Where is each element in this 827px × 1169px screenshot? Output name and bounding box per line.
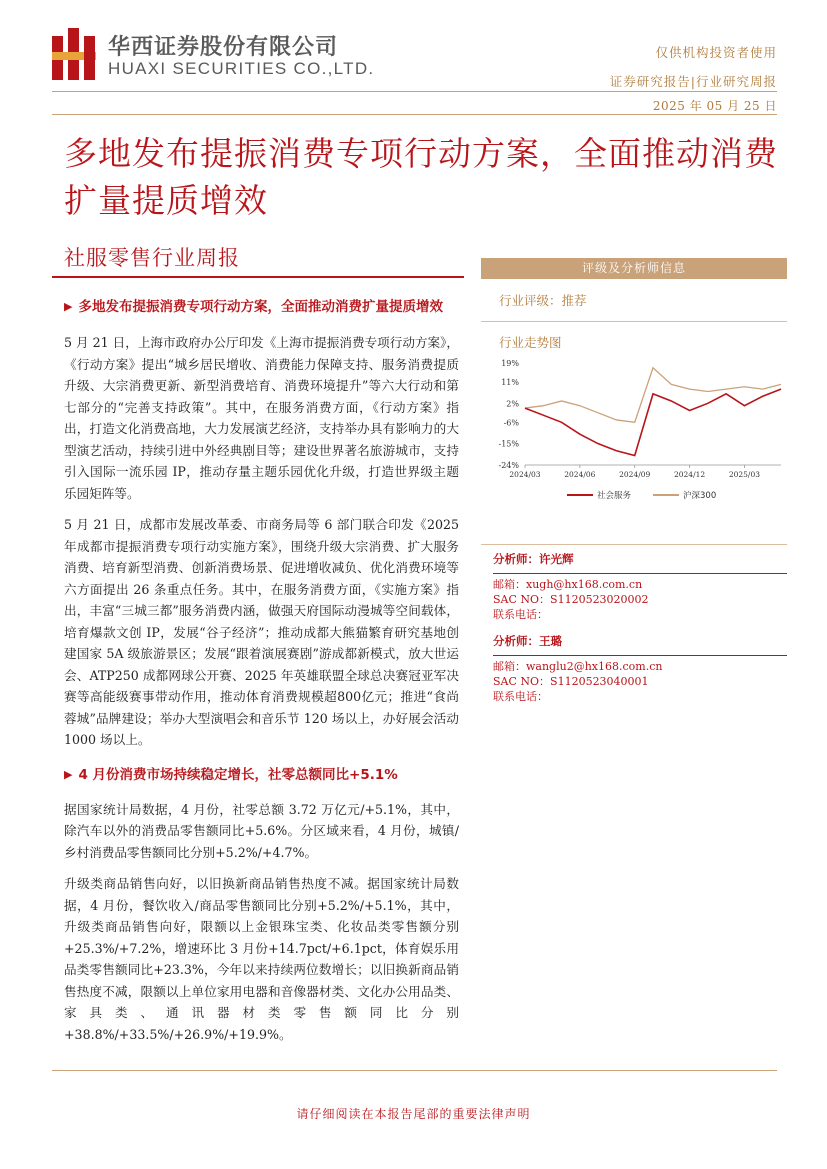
report-body — [64, 295, 459, 1045]
y-tick-label: 2% — [506, 399, 519, 409]
x-tick-label: 2024/03 — [509, 470, 541, 479]
subtitle-underline — [52, 276, 464, 278]
industry-trend-chart — [481, 355, 787, 540]
legal-disclaimer-note: 请仔细阅读在本报告尾部的重要法律声明 — [296, 1107, 531, 1121]
analyst-email: 邮箱：xugh@hx168.com.cn — [493, 578, 643, 591]
industry-rating: 行业评级：推荐 — [499, 293, 587, 308]
company-logo — [52, 28, 382, 82]
audience-note: 仅供机构投资者使用 — [655, 45, 777, 60]
body-paragraph: 5 月 21 日，成都市发展改革委、市商务局等 6 部门联合印发《2025 年成都市提振消费专项行动实施方案》，围绕升级大宗消费、扩大服务消费、培育新型消费、创新消费场景、促进增收减负、优化消费环境等六方面提出 26 条重点任务。其中，在服务消费方面，《实施方案》指出，丰富“三城三都”服务消费内涵，做强天府国际动漫城等空间载体，培育爆款文创 IP，发展“谷子经济”；推动成都大熊猫繁育研究基地创建国家 5A 级旅游景区；发展“跟着演展赛剧”游成都新模式，放大世运会、ATP250 成都网球公开赛、2025 年英雄联盟全球总决赛冠亚军决赛等高能级赛事带动作用，推动体育消费规模超800亿元；推进“食尚蓉城”品牌建设；举办大型演唱会和音乐节 120 场以上，办好展会活动 1000 场以上。 — [64, 517, 459, 747]
analyst-sac: SAC NO：S1120523040001 — [493, 675, 649, 688]
triangle-bullet-icon: ▶ — [64, 300, 73, 313]
trend-chart-title: 行业走势图 — [499, 335, 562, 350]
analyst-name: 分析师：许光辉 — [493, 552, 574, 566]
analyst-sac: SAC NO：S1120523020002 — [493, 593, 649, 606]
y-tick-label: 11% — [501, 377, 519, 387]
y-tick-label: -6% — [503, 418, 519, 428]
analyst-phone: 联系电话： — [493, 690, 548, 703]
report-category: 证券研究报告|行业研究周报 — [609, 74, 777, 89]
series-line-social-services — [525, 389, 781, 455]
report-subtitle: 社服零售行业周报 — [64, 246, 240, 270]
analyst-divider — [493, 655, 787, 656]
analyst-divider — [493, 573, 787, 574]
body-paragraph: 5 月 21 日，上海市政府办公厅印发《上海市提振消费专项行动方案》，《行动方案》提出“城乡居民增收、消费能力保障支持、服务消费提质升级、大宗消费更新、新型消费培育、消费环境提升”等六大行动和第七部分的“完善支持政策”。其中，在服务消费方面，《行动方案》指出，打造文化消费高地，大力发展演艺经济，支持举办具有影响力的大型演艺活动，持续引进中外经典剧目等；建设世界著名旅游城市，支持引入国际一流乐园 IP，推动存量主题乐园优化升级，打造世界级主题乐园矩阵等。 — [64, 335, 459, 501]
report-date: 2025 年 05 月 25 日 — [652, 99, 777, 113]
x-tick-label: 2025/03 — [728, 470, 761, 479]
y-tick-label: -15% — [498, 439, 519, 449]
section-heading — [64, 763, 459, 787]
analyst-card — [493, 633, 787, 704]
analyst-card — [493, 551, 787, 622]
x-tick-label: 2024/12 — [673, 470, 706, 479]
y-tick-label: 19% — [501, 359, 519, 368]
analyst-name: 分析师：王璐 — [493, 634, 562, 648]
panel-divider — [481, 321, 787, 322]
section-heading — [64, 295, 459, 319]
body-paragraph: 据国家统计局数据，4 月份，社零总额 3.72 万亿元/+5.1%，其中，除汽车以外的消费品零售额同比+5.6%。分区域来看，4 月份，城镇/乡村消费品零售额同比分别+5.2%/+4.7%。 — [64, 801, 459, 860]
huaxi-logo-icon — [52, 28, 96, 80]
legend-label: 沪深300 — [683, 491, 717, 501]
company-name-en: HUAXI SECURITIES CO.,LTD. — [108, 59, 375, 78]
header-divider — [52, 114, 777, 115]
y-tick-label: -24% — [498, 461, 519, 470]
company-name-cn: 华西证券股份有限公司 — [108, 35, 339, 60]
body-paragraph: 升级类商品销售向好，以旧换新商品销售热度不减。据国家统计局数据，4 月份，餐饮收入/商品零售额同比分别+5.2%/+5.1%，其中，升级类商品销售向好，限额以上金银珠宝类、化妆品类零售额分别+25.3%/+7.2%，增速环比 3 月份+14.7pct/+6.1pct，体育娱乐用品类零售额同比+23.3%，今年以来持续两位数增长；以旧换新商品销售热度不减，限额以上单位家用电器和音像器材类、文化办公用品类、家具类、通讯器材类零售额同比分别+38.8%/+33.5%/+26.9%/+19.9%。 — [64, 876, 459, 1042]
section-heading-text: 4 月份消费市场持续稳定增长，社零总额同比+5.1% — [78, 766, 398, 783]
section-heading-text: 多地发布提振消费专项行动方案，全面推动消费扩量提质增效 — [78, 299, 443, 315]
header-divider — [52, 91, 777, 92]
x-tick-label: 2024/06 — [564, 470, 596, 479]
legend-label: 社会服务 — [597, 491, 632, 501]
rating-panel — [481, 258, 787, 545]
analyst-phone: 联系电话： — [493, 608, 548, 621]
analyst-email: 邮箱：wanglu2@hx168.com.cn — [493, 660, 663, 673]
report-title: 多地发布提振消费专项行动方案，全面推动消费扩量提质增效 — [64, 134, 778, 220]
footer-divider — [52, 1070, 777, 1071]
triangle-bullet-icon: ▶ — [64, 767, 73, 781]
rating-panel-title: 评级及分析师信息 — [481, 258, 787, 279]
panel-divider — [481, 544, 787, 545]
x-tick-label: 2024/09 — [619, 470, 651, 479]
